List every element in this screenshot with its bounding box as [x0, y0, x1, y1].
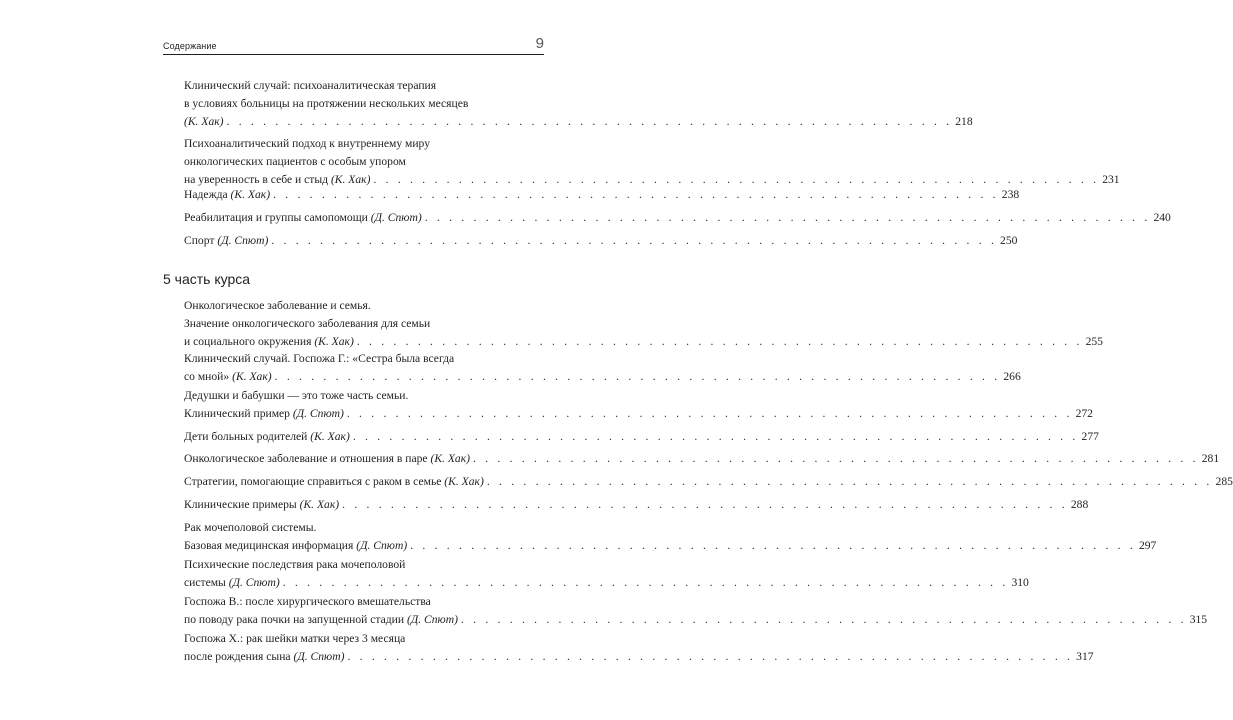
toc-page-number: 255 [1085, 335, 1103, 348]
leader-dots: . . . . . . . . . . . . . . . . . . . . . . . . . . . . . . . . . . . . . . . . . . . . . . . . . . . . . . . . . . . . [342, 498, 1068, 511]
toc-entry-line: Клинический случай: психоаналитическая терапия [184, 79, 437, 92]
toc-entry[interactable]: Госпожа В.: после хирургического вмешательства по поводу рака почки на запущенной стадии (Д. Спют) . . . . . . . . . . . . . . . . . . . . . . . . . . . . . . . . . . . . . . . . . . . . . . . . . . . . . . . . . . . . 315 [184, 593, 544, 629]
toc-author: (Д. Спют) [406, 613, 458, 626]
toc-author: (К. Хак) [299, 498, 340, 511]
toc-author: (Д. Спют) [228, 576, 280, 589]
toc-page-number: 281 [1201, 452, 1220, 465]
toc-entry-line: в условиях больницы на протяжении нескольких месяцев [184, 97, 469, 110]
toc-author: (К. Хак) [184, 115, 224, 128]
toc-entry[interactable]: Онкологическое заболевание и отношения в паре (К. Хак) . . . . . . . . . . . . . . . . . . . . . . . . . . . . . . . . . . . . . . . . . . . . . . . . . . . . . . . . . . . . 281 [184, 450, 544, 468]
leader-dots: . . . . . . . . . . . . . . . . . . . . . . . . . . . . . . . . . . . . . . . . . . . . . . . . . . . . . . . . . . . . [346, 407, 1073, 420]
leader-dots: . . . . . . . . . . . . . . . . . . . . . . . . . . . . . . . . . . . . . . . . . . . . . . . . . . . . . . . . . . . . [352, 430, 1079, 443]
toc-author: (К. Хак) [330, 173, 371, 186]
toc-entry-line: Клинический случай. Госпожа Г.: «Сестра была всегда [184, 352, 455, 365]
toc-entry[interactable]: Дети больных родителей (К. Хак) . . . . . . . . . . . . . . . . . . . . . . . . . . . . . . . . . . . . . . . . . . . . . . . . . . . . . . . . . . . . 277 [184, 428, 544, 446]
toc-page-number: 310 [1011, 576, 1029, 589]
toc-page-number: 288 [1070, 498, 1089, 511]
leader-dots: . . . . . . . . . . . . . . . . . . . . . . . . . . . . . . . . . . . . . . . . . . . . . . . . . . . . . . . . . . . . [373, 173, 1100, 186]
running-header [163, 36, 544, 54]
toc-entry[interactable]: Клинический случай. Госпожа Г.: «Сестра была всегда со мной» (К. Хак) . . . . . . . . . . . . . . . . . . . . . . . . . . . . . . . . . . . . . . . . . . . . . . . . . . . . . . . . . . . . 266 [184, 350, 544, 386]
toc-page-number: 285 [1215, 475, 1233, 488]
toc-page-number: 317 [1076, 650, 1094, 663]
toc-entry[interactable]: Рак мочеполовой системы. Базовая медицинская информация (Д. Спют) . . . . . . . . . . . . . . . . . . . . . . . . . . . . . . . . . . . . . . . . . . . . . . . . . . . . . . . . . . . . 297 [184, 519, 544, 555]
toc-page-number: 272 [1075, 407, 1093, 420]
toc-page-number: 238 [1001, 188, 1020, 201]
toc-page-number: 315 [1189, 613, 1208, 626]
toc-page-number: 231 [1102, 173, 1120, 186]
toc-entry-line: Значение онкологического заболевания для семьи [184, 317, 431, 330]
toc-entry-line: Рак мочеполовой системы. [184, 521, 317, 534]
toc-entry[interactable] [184, 77, 973, 131]
toc-entry-line: Госпожа Х.: рак шейки матки через 3 месяца [184, 632, 406, 645]
leader-dots: . . . . . . . . . . . . . . . . . . . . . . . . . . . . . . . . . . . . . . . . . . . . . . . . . . . . . . . . . . . . [282, 576, 1009, 589]
toc-author: (К. Хак) [430, 452, 470, 465]
leader-dots: . . . . . . . . . . . . . . . . . . . . . . . . . . . . . . . . . . . . . . . . . . . . . . . . . . . . . . . . . . . . [347, 650, 1074, 663]
toc-author: (К. Хак) [310, 430, 350, 443]
leader-dots: . . . . . . . . . . . . . . . . . . . . . . . . . . . . . . . . . . . . . . . . . . . . . . . . . . . . . . . . . . . . [226, 115, 953, 128]
toc-entry[interactable]: Госпожа Х.: рак шейки матки через 3 месяца после рождения сына (Д. Спют) . . . . . . . . . . . . . . . . . . . . . . . . . . . . . . . . . . . . . . . . . . . . . . . . . . . . . . . . . . . . 317 [184, 630, 544, 666]
running-title: Содержание [163, 41, 217, 51]
header-rule [163, 54, 544, 55]
toc-page-number: 218 [955, 115, 973, 128]
toc-author: (Д. Спют) [293, 650, 345, 663]
toc-entry-line: Психические последствия рака мочеполовой [184, 558, 406, 571]
toc-entry-line: онкологических пациентов с особым упором [184, 155, 406, 168]
toc-author: (Д. Спют) [292, 407, 344, 420]
toc-entry[interactable]: Онкологическое заболевание и семья. Значение онкологического заболевания для семьи и социального окружения (К. Хак) . . . . . . . . . . . . . . . . . . . . . . . . . . . . . . . . . . . . . . . . . . . . . . . . . . . . . . . . . . . . 255 [184, 297, 544, 351]
toc-author: (К. Хак) [232, 370, 272, 383]
toc-author: (К. Хак) [444, 475, 484, 488]
toc-page-number: 266 [1003, 370, 1021, 383]
leader-dots: . . . . . . . . . . . . . . . . . . . . . . . . . . . . . . . . . . . . . . . . . . . . . . . . . . . . . . . . . . . . [271, 234, 998, 247]
leader-dots: . . . . . . . . . . . . . . . . . . . . . . . . . . . . . . . . . . . . . . . . . . . . . . . . . . . . . . . . . . . . [424, 211, 1151, 224]
toc-entry[interactable]: Реабилитация и группы самопомощи (Д. Спют) . . . . . . . . . . . . . . . . . . . . . . . . . . . . . . . . . . . . . . . . . . . . . . . . . . . . . . . . . . . . 240 [184, 209, 544, 227]
toc-page-number: 240 [1153, 211, 1171, 224]
toc-entry-line: Онкологическое заболевание и семья. [184, 299, 371, 312]
toc-author: (К. Хак) [230, 188, 271, 201]
leader-dots: . . . . . . . . . . . . . . . . . . . . . . . . . . . . . . . . . . . . . . . . . . . . . . . . . . . . . . . . . . . . [486, 475, 1213, 488]
leader-dots: . . . . . . . . . . . . . . . . . . . . . . . . . . . . . . . . . . . . . . . . . . . . . . . . . . . . . . . . . . . . [410, 539, 1136, 552]
toc-author: (Д. Спют) [217, 234, 269, 247]
toc-entry[interactable]: Надежда (К. Хак) . . . . . . . . . . . . . . . . . . . . . . . . . . . . . . . . . . . . . . . . . . . . . . . . . . . . . . . . . . . . 238 [184, 186, 544, 204]
toc-page-number: 250 [1000, 234, 1018, 247]
toc-entry-line: Психоаналитический подход к внутреннему миру [184, 137, 430, 150]
toc-entry-line: Госпожа В.: после хирургического вмешательства [184, 595, 431, 608]
toc-author: (К. Хак) [314, 335, 354, 348]
toc-entry[interactable]: Клинические примеры (К. Хак) . . . . . . . . . . . . . . . . . . . . . . . . . . . . . . . . . . . . . . . . . . . . . . . . . . . . . . . . . . . . 288 [184, 496, 544, 514]
leader-dots: . . . . . . . . . . . . . . . . . . . . . . . . . . . . . . . . . . . . . . . . . . . . . . . . . . . . . . . . . . . . [274, 370, 1001, 383]
leader-dots: . . . . . . . . . . . . . . . . . . . . . . . . . . . . . . . . . . . . . . . . . . . . . . . . . . . . . . . . . . . . [356, 335, 1083, 348]
leader-dots: . . . . . . . . . . . . . . . . . . . . . . . . . . . . . . . . . . . . . . . . . . . . . . . . . . . . . . . . . . . . [473, 452, 1199, 465]
toc-entry-line: Дедушки и бабушки — это тоже часть семьи. [184, 389, 409, 402]
section-heading: 5 часть курса [163, 271, 251, 287]
toc-author: (Д. Спют) [356, 539, 408, 552]
leader-dots: . . . . . . . . . . . . . . . . . . . . . . . . . . . . . . . . . . . . . . . . . . . . . . . . . . . . . . . . . . . . [273, 188, 999, 201]
toc-entry[interactable]: Психические последствия рака мочеполовой системы (Д. Спют) . . . . . . . . . . . . . . . . . . . . . . . . . . . . . . . . . . . . . . . . . . . . . . . . . . . . . . . . . . . . 310 [184, 556, 544, 592]
toc-page-number: 297 [1138, 539, 1157, 552]
toc-entry[interactable]: Дедушки и бабушки — это тоже часть семьи. Клинический пример (Д. Спют) . . . . . . . . . . . . . . . . . . . . . . . . . . . . . . . . . . . . . . . . . . . . . . . . . . . . . . . . . . . . 272 [184, 387, 544, 423]
toc-entry[interactable]: Спорт (Д. Спют) . . . . . . . . . . . . . . . . . . . . . . . . . . . . . . . . . . . . . . . . . . . . . . . . . . . . . . . . . . . . 250 [184, 232, 544, 250]
toc-author: (Д. Спют) [370, 211, 422, 224]
leader-dots: . . . . . . . . . . . . . . . . . . . . . . . . . . . . . . . . . . . . . . . . . . . . . . . . . . . . . . . . . . . . [460, 613, 1187, 626]
toc-entry[interactable]: Психоаналитический подход к внутреннему миру онкологических пациентов с особым упором на уверенность в себе и стыд (К. Хак) . . . . . . . . . . . . . . . . . . . . . . . . . . . . . . . . . . . . . . . . . . . . . . . . . . . . . . . . . . . . 231 [184, 135, 544, 189]
page-number: 9 [535, 35, 544, 52]
toc-entry[interactable]: Стратегии, помогающие справиться с раком в семье (К. Хак) . . . . . . . . . . . . . . . . . . . . . . . . . . . . . . . . . . . . . . . . . . . . . . . . . . . . . . . . . . . . 285 [184, 473, 544, 491]
toc-page-number: 277 [1081, 430, 1099, 443]
